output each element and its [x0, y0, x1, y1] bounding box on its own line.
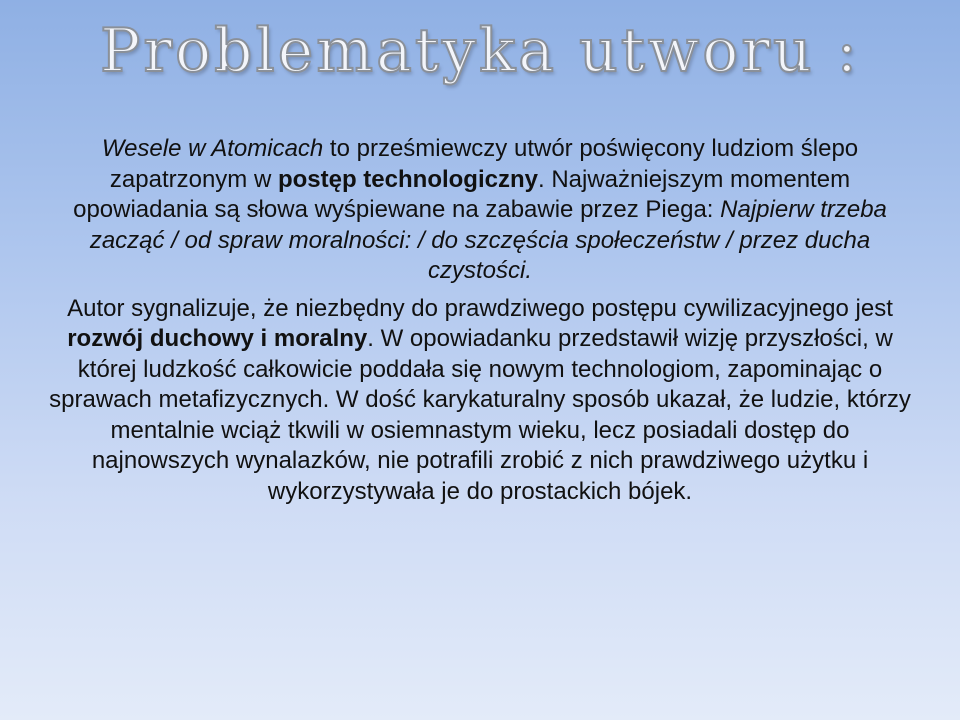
- work-title: Wesele w Atomicach: [101, 135, 324, 162]
- author-bold-phrase: rozwój duchowy i moralny: [67, 325, 368, 352]
- song-quote: Najpierw trzeba zacząć / od spraw moralności: / do szczęścia społeczeństw / przez ducha czystości.: [89, 196, 887, 284]
- slide-title: Problematyka utworu :: [99, 16, 860, 86]
- paragraph-intro: [40, 134, 920, 287]
- slide-body: [40, 134, 920, 514]
- intro-text-a: to prześmiewczy utwór poświęcony ludziom ślepo zapatrzonym w: [109, 135, 859, 193]
- paragraph-author: [40, 294, 920, 508]
- intro-text-b: . Najważniejszym momentem opowiadania są słowa wyśpiewane na zabawie przez Piega:: [73, 165, 851, 223]
- author-text-b: . W opowiadanku przedstawił wizję przyszłości, w której ludzkość całkowicie poddała się nowym technologiom, zapominając o sprawach metafizycznych. W dość karykaturalny sposób ukazał, że ludzie, którzy mentalnie wciąż tkwili w osiemnastym wieku, lecz posiadali dostęp do najnowszych wynalazków, nie potrafili zrobić z nich prawdziwego użytku i wykorzystywała je do prostackich bójek.: [49, 325, 911, 505]
- author-text-a: Autor sygnalizuje, że niezbędny do prawdziwego postępu cywilizacyjnego jest: [67, 294, 893, 322]
- intro-bold-phrase: postęp technologiczny: [277, 165, 538, 193]
